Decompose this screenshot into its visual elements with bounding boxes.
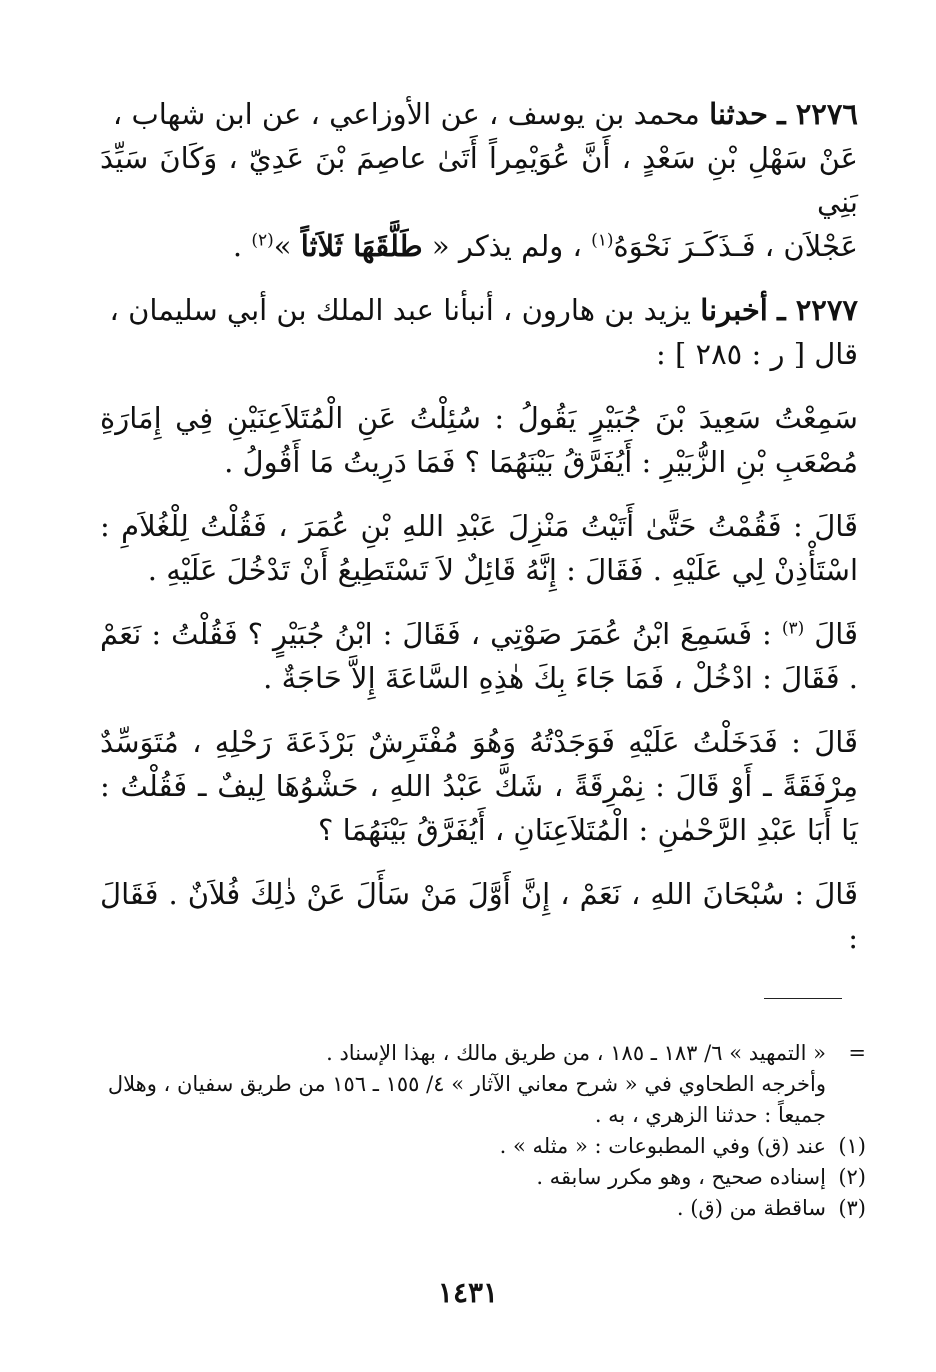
paragraph: سَمِعْتُ سَعِيدَ بْنَ جُبَيْرٍ يَقُولُ : سُئِلْتُ عَنِ الْمُتَلاَعِنَيْنِ فِي إِمَارَةِ مُصْعَبِ بْنِ الزُّبَيْرِ : أَيُفَرَّقُ بَيْنَهُمَا ؟ فَمَا دَرِيتُ مَا أَقُولُ . — [100, 401, 858, 479]
hadith-text: عَنْ سَهْلِ بْنِ سَعْدٍ ، أَنَّ عُوَيْمِراً أَتَىٰ عاصِمَ بْنَ عَدِيّ ، وَكَانَ سَيِّدَ بَنِي — [100, 141, 858, 219]
footnote-text: « التمهيد » ٦/ ١٨٣ ـ ١٨٥ ، من طريق مالك ، بهذا الإسناد . — [326, 1041, 826, 1065]
paragraph — [100, 612, 858, 700]
footnote-ref[interactable]: (١) — [591, 230, 614, 251]
footnote-mark: = — [848, 1041, 866, 1065]
hadith-text: . — [232, 229, 243, 263]
paragraph-text: قَالَ — [814, 617, 859, 651]
footnote-separator — [764, 998, 842, 999]
paragraph: قَالَ : فَقُمْتُ حَتَّىٰ أَتَيْتُ مَنْزِلَ عَبْدِ اللهِ بْنِ عُمَرَ ، فَقُلْتُ لِلْغُلاَمِ : اسْتَأْذِنْ لِي عَلَيْهِ . فَقَالَ : إِنَّهُ قَائِلٌ لاَ تَسْتَطِيعُ أَنْ تَدْخُلَ عَلَيْهِ . — [100, 509, 858, 587]
footnote-ref[interactable]: (٢) — [251, 230, 274, 251]
hadith-text: ، ولم يذكر « — [431, 229, 582, 263]
hadith-number: ٢٢٧٦ ـ — [777, 97, 858, 131]
footnote-text: إسناده صحيح ، وهو مكرر سابقه . — [536, 1165, 826, 1189]
quoted-phrase: طَلَّقَهَا ثَلاَثاً — [300, 229, 423, 263]
hadith-2276 — [100, 92, 858, 268]
footnotes — [76, 1038, 866, 1224]
footnote-ref[interactable]: (٣) — [781, 618, 805, 639]
hadith-number: ٢٢٧٧ ـ — [777, 293, 858, 327]
paragraph: قَالَ : فَدَخَلْتُ عَلَيْهِ فَوَجَدْتُهُ وَهُوَ مُفْتَرِشٌ بَرْذَعَةَ رَحْلِهِ ، مُتَوَسِّدٌ مِرْفَقَةً ـ أَوْ قَالَ : نِمْرِقَةً ، شَكَّ عَبْدُ اللهِ ، حَشْوُهَا لِيفٌ ـ فَقُلْتُ : يَا أَبَا عَبْدِ الرَّحْمٰنِ : الْمُتَلاَعِنَانِ ، أَيُفَرَّقُ بَيْنَهُمَا ؟ — [100, 725, 858, 847]
hadith-2277 — [100, 288, 858, 376]
footnote-text: عند (ق) وفي المطبوعات : « مثله » . — [499, 1134, 826, 1158]
footnote — [76, 1162, 866, 1193]
footnote-mark: (١) — [838, 1134, 866, 1158]
footnote-mark: (٣) — [838, 1196, 866, 1220]
footnote-text: ساقطة من (ق) . — [676, 1196, 826, 1220]
hadith-text: » — [273, 229, 292, 263]
cross-reference: قال [ ر : ٢٨٥ ] : — [656, 337, 858, 371]
isnad-line: محمد بن يوسف ، عن الأوزاعي ، عن ابن شهاب ، — [112, 97, 700, 131]
footnote — [76, 1038, 866, 1069]
footnote-text: وأخرجه الطحاوي في « شرح معاني الآثار » ٤/ ١٥٥ ـ ١٥٦ من طريق سفيان ، وهلال جميعاً : حدثنا الزهري ، به . — [107, 1072, 826, 1127]
main-text — [100, 92, 858, 980]
footnote-mark: (٢) — [838, 1165, 866, 1189]
footnote — [76, 1069, 866, 1131]
hadith-text: عَجْلاَن ، فَـذَكَـرَ نَحْوَهُ — [613, 229, 858, 263]
isnad-line: يزيد بن هارون ، أنبأنا عبد الملك بن أبي سليمان ، — [109, 293, 691, 327]
footnote — [76, 1131, 866, 1162]
paragraph: قَالَ : سُبْحَانَ اللهِ ، نَعَمْ ، إِنَّ أَوَّلَ مَنْ سَأَلَ عَنْ ذٰلِكَ فُلاَنٌ . فَقَالَ : — [100, 877, 858, 955]
paragraph-text: : فَسَمِعَ ابْنُ عُمَرَ صَوْتِي ، فَقَالَ : ابْنُ جُبَيْرٍ ؟ فَقُلْتُ : نَعَمْ . فَقَالَ : ادْخُلْ ، فَمَا جَاءَ بِكَ هٰذِهِ السَّاعَةَ إِلاَّ حَاجَةٌ . — [100, 617, 858, 695]
narration-verb: حدثنا — [709, 97, 768, 131]
footnote — [76, 1193, 866, 1224]
narration-verb: أخبرنا — [700, 293, 768, 327]
page-number: ١٤٣١ — [437, 1276, 499, 1309]
